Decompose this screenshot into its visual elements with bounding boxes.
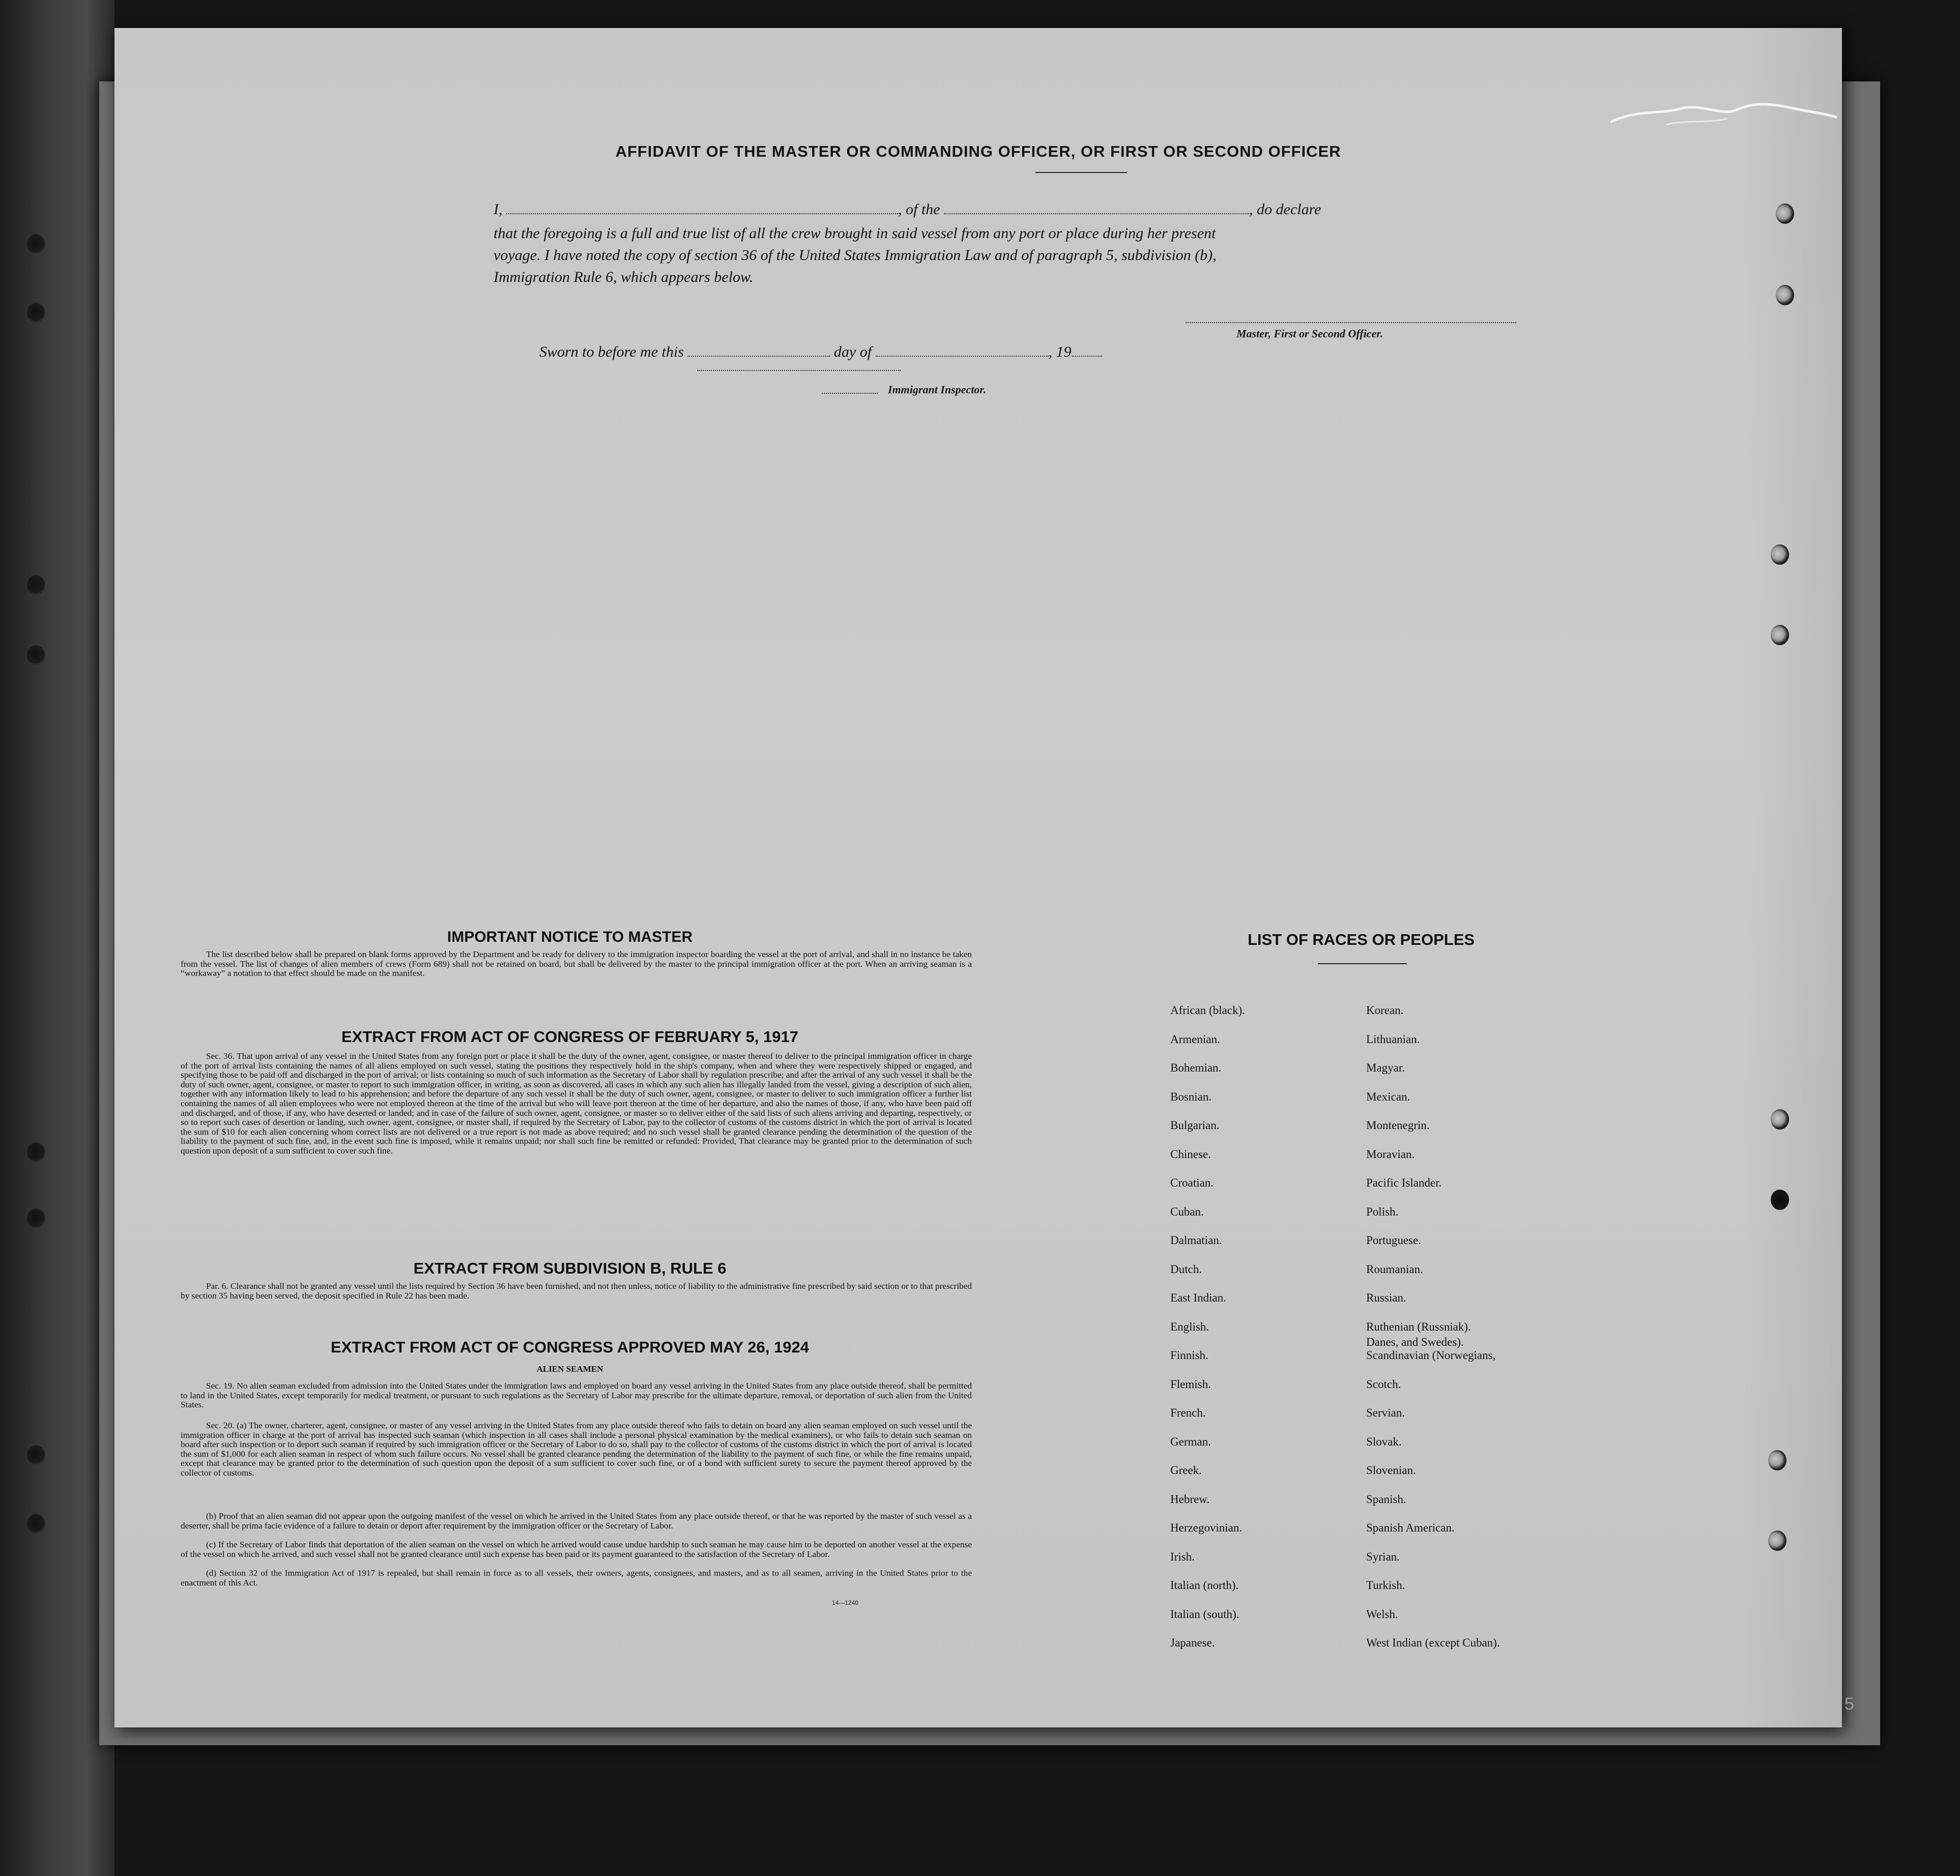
name-blank — [506, 213, 898, 214]
race-item: Croatian. — [1170, 1176, 1214, 1189]
notice-title: IMPORTANT NOTICE TO MASTER — [447, 929, 693, 945]
race-item: Scotch. — [1366, 1377, 1401, 1391]
inspector-line — [697, 370, 901, 371]
race-item: Herzegovinian. — [1170, 1521, 1243, 1534]
race-item: Cuban. — [1170, 1205, 1204, 1218]
margin-mark: 5 — [1844, 1694, 1854, 1714]
race-item: Roumanian. — [1366, 1262, 1423, 1276]
race-item: Armenian. — [1170, 1032, 1220, 1046]
race-item: Dutch. — [1170, 1262, 1202, 1276]
race-item: Bosnian. — [1170, 1090, 1212, 1103]
race-item: Pacific Islander. — [1366, 1176, 1442, 1189]
race-item: Chinese. — [1170, 1147, 1211, 1161]
race-item: Russian. — [1366, 1291, 1406, 1304]
sec20d-text: (d) Section 32 of the Immigration Act of 1917 is repealed, but shall remain in force as to all vessels, their owners, agents, consignees, and masters, and as to all seamen, arriving in the United States prior to the enactment of this Act. — [181, 1568, 972, 1588]
punch-hole — [1776, 285, 1794, 305]
declaration-line-3: voyage. I have noted the copy of section 36 of the United States Immigration Law and of paragraph 5, subdivision (b), — [494, 247, 1217, 264]
punch-hole — [1771, 1109, 1789, 1130]
extract-1917-title: EXTRACT FROM ACT OF CONGRESS OF FEBRUARY 5, 1917 — [341, 1028, 798, 1046]
notice-text: The list described below shall be prepared on blank forms approved by the Department and be ready for delivery to the immigration inspector boarding the vessel at the port of arrival, and shall in no instance be taken from the vessel. The list of changes of alien members of crews (Form 689) shall not be retained on board, but shall be delivered by the master to the principal immigration officer at the port. When an arriving seaman is a “workaway” a notation to that effect should be made on the manifest. — [181, 949, 972, 978]
day-of-label: day of — [833, 343, 872, 360]
binder-hole — [27, 1514, 45, 1534]
race-item: Spanish. — [1366, 1492, 1406, 1506]
punch-hole — [1768, 1450, 1786, 1470]
page-shading — [1740, 28, 1842, 1727]
race-item: Irish. — [1170, 1550, 1195, 1563]
race-item: Japanese. — [1170, 1636, 1215, 1649]
punch-hole — [1771, 544, 1789, 565]
binder-hole — [27, 303, 45, 323]
race-item: Lithuanian. — [1366, 1032, 1420, 1046]
race-item: Ruthenian (Russniak). — [1366, 1320, 1471, 1333]
race-item: East Indian. — [1170, 1291, 1226, 1304]
sec20a-text: Sec. 20. (a) The owner, charterer, agent, consignee, or master of any vessel arriving in the United States from any place outside thereof who fails to detain on board any alien seaman employed on such vessel until the immigration officer in charge at the port of arrival has inspected such seaman (which inspection in all cases shall include a personal physical examination by the medical examiners), or who fails to detain such seaman on board after such inspection or to deport such seaman if required by such immigration officer or the Secretary of Labor to do so, shall pay to the collector of customs of the customs district in which the port of arrival is located the sum of $1,000 for each alien seaman in respect of whom such failure occurs. No vessel shall be granted clearance pending the determination of the liability to the payment of such fine, or while the fine remains unpaid, except that clearance may be granted prior to the determination of such question upon the deposit of a sum sufficient to cover such fine, or of a bond with sufficient surety to secure the payment thereof approved by the collector of customs. — [181, 1421, 972, 1478]
race-item: Polish. — [1366, 1205, 1399, 1218]
scandinavian-continuation: Danes, and Swedes). — [1366, 1336, 1464, 1348]
race-item: Portuguese. — [1366, 1234, 1421, 1247]
binder-strip — [0, 0, 114, 1876]
race-item: Greek. — [1170, 1464, 1202, 1477]
race-item: Spanish American. — [1366, 1521, 1455, 1534]
race-item: Slovenian. — [1366, 1464, 1416, 1477]
race-item: Servian. — [1366, 1406, 1405, 1419]
race-item: Bohemian. — [1170, 1061, 1222, 1074]
race-item: Finnish. — [1170, 1349, 1208, 1362]
binder-hole — [27, 1142, 45, 1163]
declaration-line-2: that the foregoing is a full and true list of all the crew brought in said vessel from any port or place during her present — [494, 225, 1216, 242]
race-item: Mexican. — [1366, 1090, 1410, 1103]
extract-1917-text: Sec. 36. That upon arrival of any vessel in the United States from any foreign port or place it shall be the duty of the owner, agent, consignee, or master thereof to deliver to the principal immigration officer in charge of the port of arrival lists containing the names of all aliens employed on such vessel, stating the positions they respectively hold in the ship's company, when and where they were respectively shipped or engaged, and specifying those to be paid off and discharged in the port of arrival; or lists containing so much of such information as the Secretary of Labor shall by regulation prescribe; and after the arrival of any such vessel it shall be the duty of such owner, agent, consignee, or master to report to such immigration officer, in writing, as soon as discovered, all cases in which any such alien has illegally landed from the vessel, giving a description of such alien, together with any information likely to lead to his apprehension; and before the departure of any such vessel it shall be the duty of such owner, agent, consignee, or master to deliver to such immigration officer a further list containing the names of all alien employees who were not employed thereon at the time of the arrival but who will leave port thereon at the time of her departure, and also the names of those, if any, who have been paid off and discharged, and of those, if any, who have deserted or landed; and in case of the failure of such owner, agent, consignee, or master so to deliver either of the said lists of such aliens arriving and departing, respectively, or so to report such cases of desertion or landing, such owner, agent, consignee, or master shall, if required by the Secretary of Labor, pay to the collector of customs of the customs district in which the port of arrival is located the sum of $10 for each alien concerning whom correct lists are not delivered or a true report is not made as above required; and no such vessel shall be granted clearance pending the determination of the question of the liability to the payment of such fine, and, in the event such fine is imposed, while it remains unpaid; nor shall such fine be remitted or refunded: Provided, That clearance may be granted prior to the determination of such question upon deposit of a sum sufficient to cover such fine. — [181, 1051, 972, 1156]
race-item: Turkish. — [1366, 1579, 1405, 1592]
year-blank — [1072, 355, 1102, 357]
race-item: Dalmatian. — [1170, 1234, 1222, 1247]
race-item: Moravian. — [1366, 1147, 1415, 1161]
extract-rule6-title: EXTRACT FROM SUBDIVISION B, RULE 6 — [413, 1259, 727, 1277]
of-the-label: , of the — [898, 201, 940, 218]
day-blank — [687, 355, 830, 357]
declaration-line-4: Immigration Rule 6, which appears below. — [494, 269, 754, 285]
race-item: Syrian. — [1366, 1550, 1400, 1563]
punch-hole — [1771, 625, 1789, 645]
race-item: African (black). — [1170, 1004, 1245, 1017]
binder-hole — [27, 234, 45, 254]
binder-hole — [27, 1445, 45, 1465]
i-label: I, — [494, 201, 503, 218]
vessel-blank — [944, 213, 1249, 214]
race-item: German. — [1170, 1435, 1211, 1448]
binder-hole — [27, 645, 45, 666]
sec20b-text: (b) Proof that an alien seaman did not appear upon the outgoing manifest of the vessel on which he arrived in the United States from any place outside thereof, or that he was reported by the master of such vessel as a deserter, shall be prima facie evidence of a failure to detain or deport after requirement by the immigration officer or the Secretary of Labor. — [181, 1511, 972, 1531]
race-item: French. — [1170, 1406, 1206, 1419]
race-item: Magyar. — [1366, 1061, 1405, 1074]
alien-seamen-subtitle: ALIEN SEAMEN — [536, 1364, 603, 1374]
extract-1924-title: EXTRACT FROM ACT OF CONGRESS APPROVED MAY 26, 1924 — [331, 1338, 809, 1356]
sec19-text: Sec. 19. No alien seaman excluded from admission into the United States under the immigration laws and employed on board any vessel arriving in the United States from any place outside thereof, shall be permitted to land in the United States, except temporarily for medical treatment, or pursuant to such regulations as the Secretary of Labor may prescribe for the ultimate departure, removal, or deportation of such alien from the United States. — [181, 1381, 972, 1410]
race-item: Welsh. — [1366, 1607, 1398, 1621]
year-prefix: , 19 — [1048, 343, 1072, 360]
race-item: Scandinavian (Norwegians, — [1366, 1349, 1496, 1362]
form-number: 14—1240 — [832, 1599, 859, 1606]
race-item: Korean. — [1366, 1004, 1404, 1017]
binder-hole — [27, 575, 45, 595]
race-item: English. — [1170, 1320, 1209, 1333]
race-item: Bulgarian. — [1170, 1119, 1220, 1132]
inspector-lead — [822, 393, 878, 394]
sworn-line — [539, 343, 1102, 361]
inspector-caption: Immigrant Inspector. — [888, 383, 987, 396]
sworn-label: Sworn to before me this — [539, 343, 684, 360]
signature-line — [1186, 322, 1516, 323]
race-item: Hebrew. — [1170, 1492, 1210, 1506]
race-item: Slovak. — [1366, 1435, 1402, 1448]
race-item: Montenegrin. — [1366, 1119, 1430, 1132]
punch-hole — [1768, 1531, 1786, 1551]
race-item: Italian (north). — [1170, 1579, 1239, 1592]
extract-rule6-text: Par. 6. Clearance shall not be granted any vessel until the lists required by Section 36 have been furnished, and not then unless, notice of liability to the administrative fine prescribed by said section or to that prescribed by section 35 having been served, the deposit specified in Rule 22 has been made. — [181, 1281, 972, 1301]
handwritten-scribble — [1605, 94, 1839, 140]
month-blank — [876, 355, 1049, 357]
sec20c-text: (c) If the Secretary of Labor finds that deportation of the alien seaman on the vessel on which he arrived would cause undue hardship to such seaman he may cause him to be deported on another vessel at the expense of the vessel on which he arrived, and such vessel shall not be granted clearance until such expense has been paid or its payment guaranteed to the satisfaction of the Secretary of Labor. — [181, 1540, 972, 1559]
master-caption: Master, First or Second Officer. — [1236, 327, 1383, 340]
races-rule — [1318, 963, 1407, 964]
document-page — [114, 28, 1842, 1727]
title-rule — [1035, 172, 1127, 173]
punch-hole — [1776, 204, 1794, 224]
races-title: LIST OF RACES OR PEOPLES — [1247, 931, 1475, 948]
declare-label: , do declare — [1249, 201, 1321, 218]
race-item: West Indian (except Cuban). — [1366, 1636, 1500, 1649]
declaration-line-1 — [494, 201, 1321, 218]
punch-hole — [1771, 1190, 1789, 1210]
affidavit-title: AFFIDAVIT OF THE MASTER OR COMMANDING OFFICER, OR FIRST OR SECOND OFFICER — [615, 142, 1341, 160]
race-item: Italian (south). — [1170, 1607, 1240, 1621]
binder-hole — [27, 1208, 45, 1229]
race-item: Flemish. — [1170, 1377, 1211, 1391]
